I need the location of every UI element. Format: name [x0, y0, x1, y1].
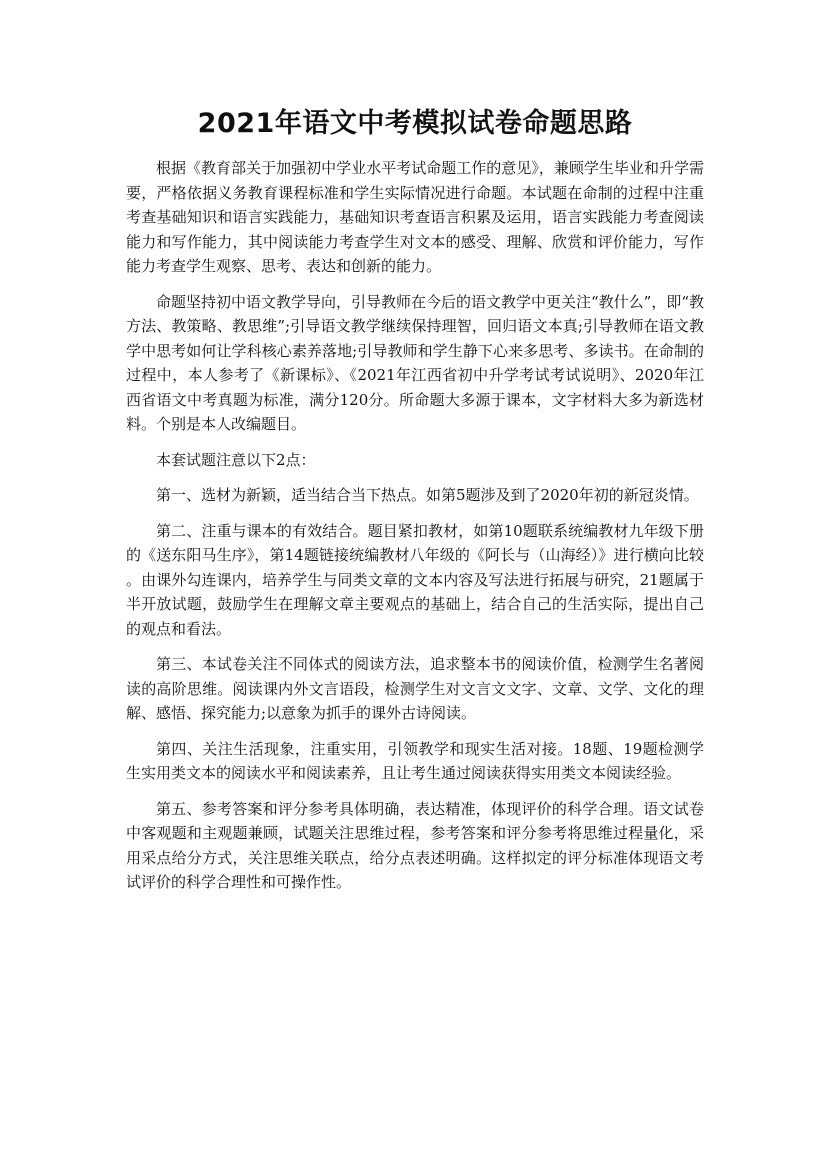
paragraph-point-2: 第二、注重与课本的有效结合。题目紧扣教材，如第10题联系统编教材九年级下册的《送东阳马生序》，第14题链接统编教材八年级的《阿长与（山海经）》进行横向比较。由课外勾连课内，培养学生与同类文章的文本内容及写法进行拓展与研究，21题属于半开放试题，鼓励学生在理解文章主要观点的基础上，结合自己的生活实际，提出自己的观点和看法。 — [126, 521, 704, 638]
document-title: 2021年语文中考模拟试卷命题思路 — [197, 108, 633, 139]
paragraph-point-5: 第五、参考答案和评分参考具体明确，表达精准，体现评价的科学合理。语文试卷中客观题和主观题兼顾，试题关注思维过程，参考答案和评分参考将思维过程量化，采用采点给分方式，关注思维关联点，给分点表述明确。这样拟定的评分标准体现语文考试评价的科学合理性和可操作性。 — [126, 799, 704, 891]
paragraph-intro: 根据《教育部关于加强初中学业水平考试命题工作的意见》，兼顾学生毕业和升学需要，严格依据义务教育课程标准和学生实际情况进行命题。本试题在命制的过程中注重考查基础知识和语言实践能力，基础知识考查语言积累及运用，语言实践能力考查阅读能力和写作能力，其中阅读能力考查学生对文本的感受、理解、欣赏和评价能力，写作能力考查学生观察、思考、表达和创新的能力。 — [126, 159, 704, 275]
paragraph-notes-heading: 本套试题注意以下2点： — [156, 450, 316, 469]
paragraph-guidance: 命题坚持初中语文教学导向，引导教师在今后的语文教学中更关注“教什么”，即“教方法、教策略、教思维”;引导语文教学继续保持理智，回归语文本真;引导教师在语文教学中思考如何让学科核心素养落地;引导教师和学生静下心来多思考、多读书。在命制的过程中，本人参考了《新课标》、《2021年江西省初中升学考试考试说明》、2020年江西省语文中考真题为标准，满分120分。所命题大多源于课本，文字材料大多为新选材料。个别是本人改编题目。 — [126, 292, 705, 433]
paragraph-point-4: 第四、关注生活现象，注重实用，引领教学和现实生活对接。18题、19题检测学生实用类文本的阅读水平和阅读素养，且让考生通过阅读获得实用类文本阅读经验。 — [126, 739, 704, 782]
document-page — [126, 104, 704, 906]
paragraph-point-3: 第三、本试卷关注不同体式的阅读方法，追求整本书的阅读价值，检测学生名著阅读的高阶思维。阅读课内外文言语段，检测学生对文言文文字、文章、文学、文化的理解、感悟、探究能力;以意象为抓手的课外古诗阅读。 — [126, 655, 704, 722]
paragraph-point-1: 第一、选材为新颖，适当结合当下热点。如第5题涉及到了2020年初的新冠炎情。 — [156, 486, 699, 504]
